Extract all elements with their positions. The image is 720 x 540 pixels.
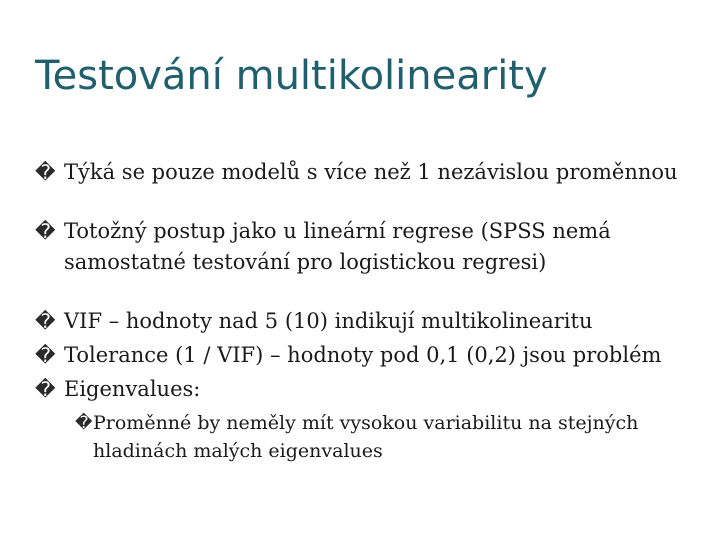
bullet-marker-icon: � xyxy=(35,160,56,184)
bullet-text: Tolerance (1 / VIF) – hodnoty pod 0,1 (0,2) jsou problém xyxy=(64,343,662,367)
bullet-item xyxy=(35,306,705,337)
bullet-marker-icon: � xyxy=(35,309,56,333)
bullet-marker-icon: � xyxy=(35,377,56,401)
slide-title: Testování multikolinearity xyxy=(35,53,548,99)
bullet-item xyxy=(35,340,705,371)
bullet-marker-icon: � xyxy=(35,343,56,367)
sub-bullet-marker-icon: � xyxy=(75,413,93,433)
bullet-marker-icon: � xyxy=(35,219,56,243)
bullet-item xyxy=(35,157,705,188)
bullet-text: Eigenvalues: xyxy=(64,377,201,401)
bullet-item xyxy=(35,216,705,278)
bullet-text: Totožný postup jako u lineární regrese (SPSS nemá samostatné testování pro logistickou regresi) xyxy=(64,219,611,274)
sub-bullet-text: Proměnné by neměly mít vysokou variabilitu na stejných hladinách malých eigenvalues xyxy=(93,412,639,462)
bullet-text: Týká se pouze modelů s více než 1 nezávislou proměnnou xyxy=(64,160,678,184)
bullet-item xyxy=(35,374,705,405)
bullet-text: VIF – hodnoty nad 5 (10) indikují multikolinearitu xyxy=(64,309,593,333)
sub-bullet-item xyxy=(75,409,705,465)
bullet-list xyxy=(35,157,705,465)
